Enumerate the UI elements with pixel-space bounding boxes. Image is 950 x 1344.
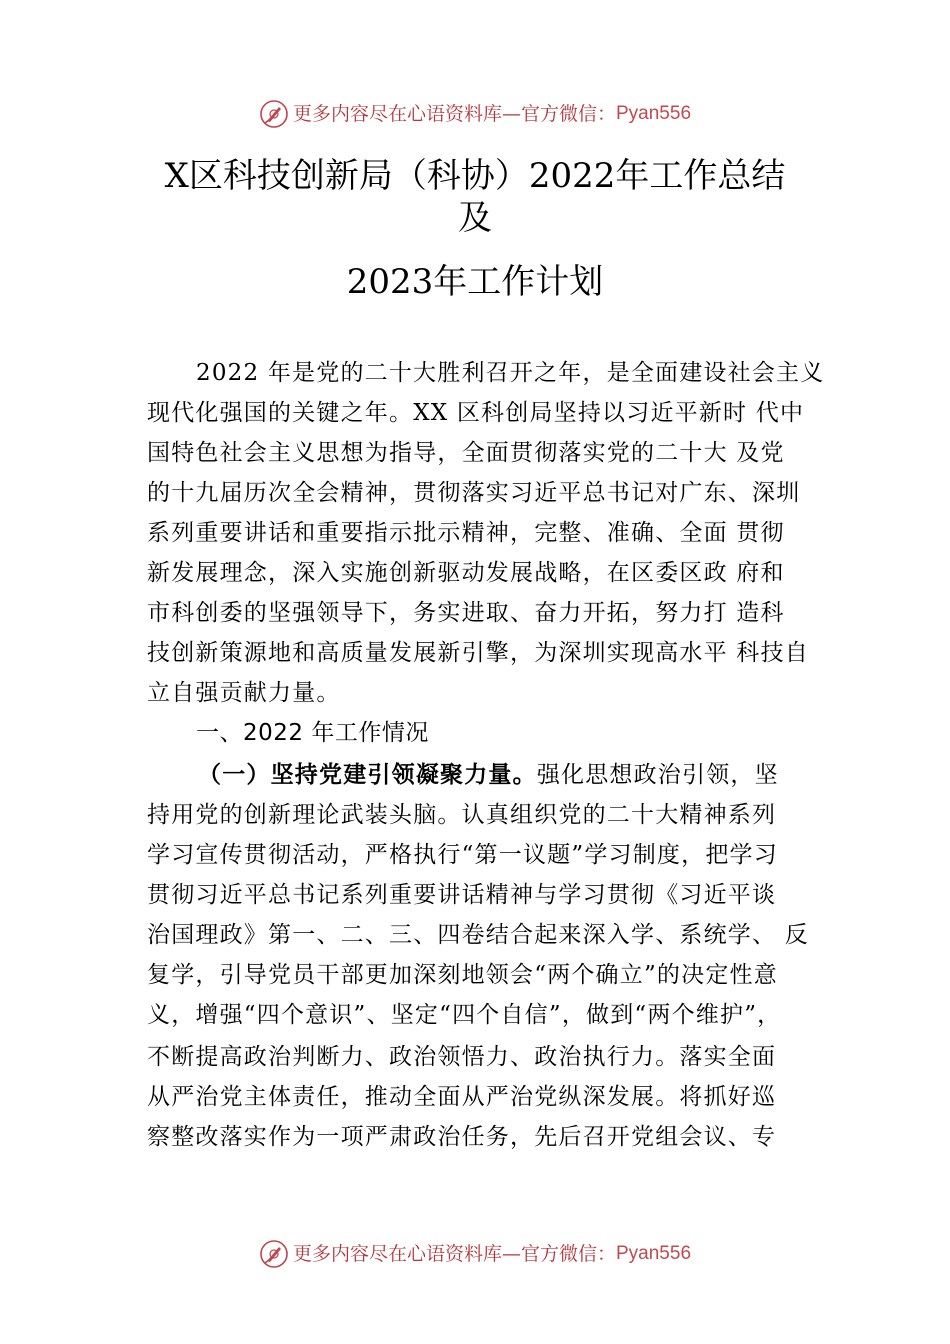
watermark-top: [0, 98, 950, 129]
paragraph-2-line: 持用党的创新理论武装头脑。认真组织党的二十大精神系列: [147, 802, 777, 828]
paragraph-1-line: 新发展理念，深入实施创新驱动发展战略，在区委区政 府和: [147, 560, 785, 586]
paragraph-1-line: 的十九届历次全会精神，贯彻落实习近平总书记对广东、深圳: [147, 480, 801, 506]
watermark-wechat-id: Pyan556: [616, 103, 692, 124]
watermark-wechat-id: Pyan556: [616, 1243, 692, 1264]
paragraph-2-line: 治国理政》第一、二、三、四卷结合起来深入学、系统学、 反: [147, 922, 809, 948]
paragraph-1-line: 立自强贡献力量。: [147, 680, 341, 706]
paragraph-2-line: 义，增强“四个意识”、坚定“四个自信”，做到“两个维护”，: [147, 1002, 782, 1028]
paragraph-2-line: 察整改落实作为一项严肃政治任务，先后召开党组会议、专: [147, 1124, 777, 1150]
paragraph-2-line: 不断提高政治判断力、政治领悟力、政治执行力。落实全面: [147, 1044, 777, 1070]
quill-logo-icon: [259, 99, 289, 129]
document-title-line-1: X区科技创新局（科协）2022年工作总结: [164, 156, 786, 196]
watermark-text: 更多内容尽在心语资料库—官方微信：: [292, 1243, 616, 1265]
paragraph-1-line: 技创新策源地和高质量发展新引擎，为深圳实现高水平 科技自: [147, 640, 809, 666]
watermark-bottom: [0, 1238, 950, 1269]
paragraph-2-line: 贯彻习近平总书记系列重要讲话精神与学习贯彻《习近平谈: [147, 882, 777, 908]
watermark-text: 更多内容尽在心语资料库—官方微信：: [292, 103, 616, 125]
subsection-1-first-rest: 强化思想政治引领，坚: [536, 762, 779, 788]
section-heading-1: 一、2022 年工作情况: [196, 720, 429, 746]
document-title-line-2: 及: [458, 198, 492, 238]
paragraph-2-line: 从严治党主体责任，推动全面从严治党纵深发展。将抓好巡: [147, 1084, 777, 1110]
paragraph-2-line: 学习宣传贯彻活动，严格执行“第一议题”学习制度，把学习: [147, 842, 778, 868]
subsection-1-label: （一）坚持党建引领凝聚力量。: [198, 761, 537, 788]
subsection-1-first-line: [198, 760, 839, 790]
paragraph-1-line: 市科创委的坚强领导下，务实进取、奋力开拓，努力打 造科: [147, 600, 785, 626]
paragraph-1-line: 系列重要讲话和重要指示批示精神，完整、准确、全面 贯彻: [147, 520, 785, 546]
paragraph-1-line: 现代化强国的关键之年。XX 区科创局坚持以习近平新时 代中: [147, 400, 805, 426]
quill-logo-icon: [259, 1239, 289, 1269]
document-title-line-3: 2023年工作计划: [346, 262, 604, 302]
paragraph-1-line: 2022 年是党的二十大胜利召开之年，是全面建设社会主义: [196, 360, 825, 386]
paragraph-2-line: 复学，引导党员干部更加深刻地领会“两个确立”的决定性意: [147, 962, 778, 988]
paragraph-1-line: 国特色社会主义思想为指导，全面贯彻落实党的二十大 及党: [147, 440, 785, 466]
